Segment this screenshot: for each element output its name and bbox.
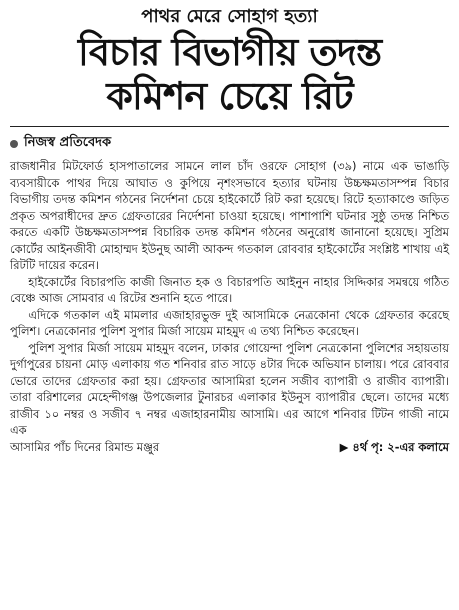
paragraph-3: এদিকে গতকাল এই মামলার এজাহারভুক্ত দুই আসামিকে নেত্রকোনা থেকে গ্রেফতার করেছে পুলিশ। নেত্রকোনার পুলিশ সুপার মির্জা সায়েম মাহমুদ এ তথ্য নিশ্চিত করেছেন। bbox=[10, 307, 449, 338]
kicker: পাথর মেরে সোহাগ হত্যা bbox=[141, 6, 318, 27]
byline: নিজস্ব প্রতিবেদক bbox=[24, 135, 112, 150]
divider bbox=[10, 126, 449, 127]
byline-row bbox=[10, 133, 449, 154]
bullet-icon bbox=[10, 140, 18, 148]
headline-line-2: কমিশন চেয়ে রিট bbox=[106, 74, 353, 118]
last-line bbox=[10, 439, 449, 456]
paragraph-2: হাইকোর্টের বিচারপতি কাজী জিনাত হক ও বিচারপতি আইনুন নাহার সিদ্দিকার সমন্বয়ে গঠিত বেঞ্চে আজ সোমবার এ রিটের শুনানি হতে পারে। bbox=[10, 274, 449, 305]
paragraph-4: পুলিশ সুপার মির্জা সায়েম মাহমুদ বলেন, ঢাকার গোয়েন্দা পুলিশ নেত্রকোনা পুলিশের সহায়তায় দুর্গাপুরের চায়না মোড় এলাকায় গত শনিবার রাত সাড়ে ৪টার দিকে অভিযান চালায়। পরে রোববার ভোরে তাদের গ্রেফতার করা হয়। গ্রেফতার আসামিরা হলেন সজীব ব্যাপারী ও রাজীব ব্যাপারী। তারা বরিশালের মেহেন্দীগঞ্জ উপজেলার টুনারচর এলাকার ইউনুস ব্যাপারীর ছেলে। তাদের মধ্যে রাজীব ১০ নম্বর ও সজীব ৭ নম্বর এজাহারনামীয় আসামি। এর আগে শনিবার টিটন গাজী নামে এক bbox=[10, 340, 449, 437]
continuation-link[interactable]: ▶ ৪র্থ পৃ: ২-এর কলামে bbox=[339, 439, 449, 454]
paragraph-1: রাজধানীর মিটফোর্ড হাসপাতালের সামনে লাল চাঁদ ওরফে সোহাগ (৩৯) নামে এক ভাঙাড়ি ব্যবসায়ীকে পাথর দিয়ে আঘাত ও কুপিয়ে নৃশংসভাবে হত্যার ঘটনায় উচ্চক্ষমতাসম্পন্ন বিচার বিভাগীয় তদন্ত কমিশন গঠনের নির্দেশনা চেয়ে হাইকোর্টে রিট করা হয়েছে। রিটে হত্যাকাণ্ডে জড়িত প্রকৃত অপরাধীদের দ্রুত গ্রেফতারের নির্দেশনা চাওয়া হয়েছে। পাশাপাশি ঘটনার সুষ্ঠু তদন্ত নিশ্চিত করতে একটি উচ্চক্ষমতাসম্পন্ন বিচারিক তদন্ত কমিশন গঠনের অনুরোধ জানানো হয়েছে। সুপ্রিম কোর্টের আইনজীবী মোহাম্মদ ইউনুছ আলী আকন্দ গতকাল রোববার হাইকোর্টের সংশ্লিষ্ট শাখায় এই রিটটি দায়ের করেন। bbox=[10, 159, 449, 272]
headline-line-1: বিচার বিভাগীয় তদন্ত bbox=[77, 30, 382, 74]
headline bbox=[10, 30, 449, 118]
last-line-text: আসামির পাঁচ দিনের রিমান্ড মঞ্জুর bbox=[10, 439, 160, 454]
